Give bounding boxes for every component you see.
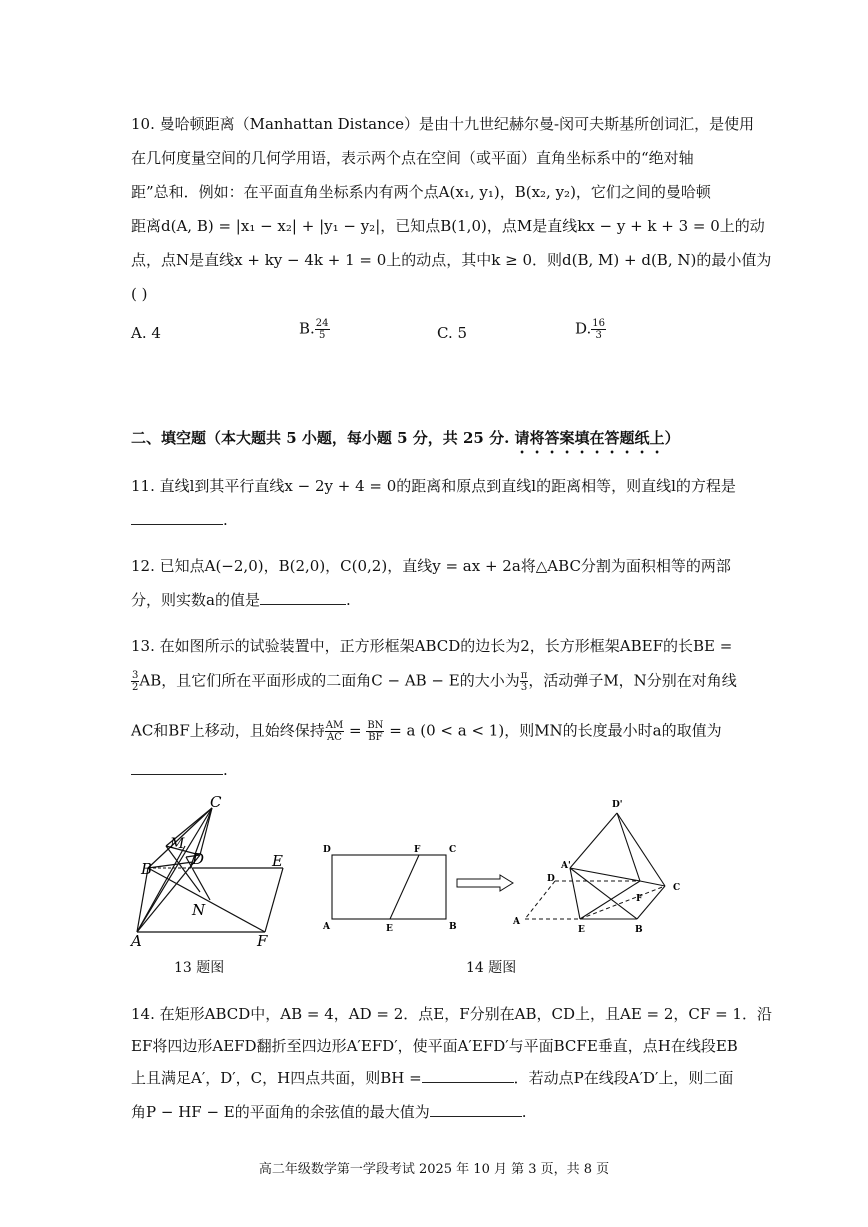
- fraction-denominator: 3: [520, 682, 528, 693]
- q13-line-2-text-a: AB，且它们所在平面形成的二面角C − AB − E的大小为: [139, 671, 520, 690]
- fig14-left-label-a: A: [323, 922, 330, 932]
- q13-answer-blank[interactable]: [131, 760, 223, 775]
- q13-fraction-am-ac: [325, 720, 344, 743]
- section-2-tail: ）: [664, 429, 680, 447]
- q14-line-3: [131, 1068, 733, 1088]
- figure-13-caption: 13 题图: [174, 960, 225, 976]
- fraction-denominator: 5: [318, 330, 326, 341]
- q13-equals: =: [344, 721, 367, 740]
- fig14-left-label-f: F: [414, 845, 421, 855]
- fig14-left-label-e: E: [386, 924, 393, 934]
- fraction-numerator: 24: [315, 318, 329, 329]
- q14-period: .: [521, 1103, 527, 1121]
- fig14-right-label-b: B: [635, 925, 643, 935]
- fig14-arrow-icon: [457, 875, 513, 891]
- figure-14-caption: 14 题图: [466, 960, 517, 976]
- q13-line-4: [131, 760, 228, 780]
- q13-line-2-text-b: ，活动弹子M，N分别在对角线: [528, 671, 737, 690]
- fig14-right-label-c: C: [673, 883, 681, 893]
- q10-option-d-label: D.: [575, 319, 592, 338]
- fraction-numerator: 3: [132, 670, 139, 681]
- q14-line-3-text-a: 上且满足A′，D′，C，H四点共面，则BH =: [131, 1069, 422, 1087]
- q14-line-4: [131, 1102, 527, 1122]
- q14-line-4-text: 角P − HF − E的平面角的余弦值的最大值为: [131, 1103, 430, 1121]
- q13-line-3-text-c: = a (0 < a < 1)，则MN的长度最小时a的取值为: [384, 721, 722, 740]
- q13-line-3-text-a: AC和BF上移动，且始终保持: [131, 721, 325, 740]
- q13-line-2: [131, 670, 737, 693]
- page-footer: 高二年级数学第一学段考试 2025 年 10 月 第 3 页，共 8 页: [258, 1162, 610, 1177]
- q13-period: .: [223, 761, 228, 779]
- q14-line-2: EF将四边形AEFD翻折至四边形A′EFD′，使平面A′EFD′与平面BCFE垂直，点H在线段EB: [131, 1037, 738, 1055]
- fig13-label-a: A: [131, 932, 142, 950]
- q10-line-1: 10. 曼哈顿距离（Manhattan Distance）是由十九世纪赫尔曼-闵可夫斯基所创词汇，是使用: [131, 115, 755, 133]
- fig14-right-label-a: A: [513, 917, 520, 927]
- fig14-left-label-c: C: [449, 845, 457, 855]
- fig13-label-c: C: [210, 793, 222, 811]
- q14-line-3-text-b: ．若动点P在线段A′D′上，则二面: [513, 1069, 734, 1087]
- q13-line-1: 13. 在如图所示的试验装置中，正方形框架ABCD的边长为2，长方形框架ABEF的长BE =: [131, 637, 733, 655]
- q10-option-c: C. 5: [437, 324, 468, 342]
- q14-cosine-answer-blank[interactable]: [430, 1102, 522, 1117]
- fig14-left-label-d: D: [323, 845, 331, 855]
- fig14-left-label-b: B: [449, 922, 457, 932]
- q10-option-b: [299, 318, 330, 341]
- q11-line-2: [131, 510, 228, 530]
- section-2-emphasis: 请将答案填在答题纸上: [514, 429, 665, 447]
- section-2-heading-text: 二、填空题（本大题共 5 小题，每小题 5 分，共 25 分.: [131, 429, 510, 447]
- fraction-denominator: 3: [595, 330, 602, 341]
- fig14-right-label-d-prime: D': [612, 800, 623, 810]
- q10-line-6: ( ): [131, 285, 148, 303]
- q10-option-d-fraction: [591, 318, 606, 341]
- fig13-label-m: M: [170, 836, 185, 852]
- fig13-label-b: B: [141, 860, 153, 878]
- q12-period: .: [345, 591, 351, 609]
- section-2-heading: [131, 428, 680, 457]
- q13-line-3: [131, 720, 722, 743]
- q10-line-5: 点，点N是直线x + ky − 4k + 1 = 0上的动点，其中k ≥ 0．则d(B, M) + d(B, N)的最小值为: [131, 251, 772, 269]
- fraction-denominator: 2: [132, 682, 139, 693]
- q12-line-2: [131, 590, 351, 610]
- figure-13: [128, 790, 293, 950]
- q14-bh-answer-blank[interactable]: [422, 1068, 514, 1083]
- q11-line-1: 11. 直线l到其平行直线x − 2y + 4 = 0的距离和原点到直线l的距离相等，则直线l的方程是: [131, 477, 736, 495]
- q13-fraction-bn-bf: [366, 720, 384, 743]
- q12-line-1: 12. 已知点A(−2,0)，B(2,0)，C(0,2)，直线y = ax + 2a将△ABC分割为面积相等的两部: [131, 557, 731, 575]
- fig13-label-d: D: [192, 850, 205, 868]
- fig14-right-label-e: E: [578, 925, 585, 935]
- q10-option-b-fraction: [315, 318, 330, 341]
- fig14-right-label-f: F: [636, 894, 643, 904]
- q10-option-b-label: B.: [299, 319, 315, 338]
- q10-line-3: 距”总和．例如：在平面直角坐标系内有两个点A(x₁, y₁)，B(x₂, y₂)，它们之间的曼哈顿: [131, 183, 711, 201]
- fig14-right-label-d: D: [547, 874, 555, 884]
- fig14-right-label-a-prime: A': [561, 861, 571, 871]
- fig13-label-e: E: [272, 852, 283, 870]
- fig13-label-n: N: [192, 901, 206, 919]
- q10-option-a: A. 4: [131, 324, 161, 342]
- figure-14: [315, 795, 700, 945]
- fig13-label-f: F: [257, 932, 268, 950]
- fraction-numerator: 16: [592, 318, 605, 329]
- fraction-numerator: BN: [367, 720, 384, 731]
- fraction-denominator: AC: [327, 732, 342, 743]
- fraction-denominator: BF: [368, 732, 383, 743]
- fraction-numerator: π: [520, 670, 528, 681]
- q12-answer-blank[interactable]: [260, 590, 346, 605]
- q14-line-1: 14. 在矩形ABCD中，AB = 4，AD = 2．点E，F分别在AB，CD上，且AE = 2，CF = 1．沿: [131, 1005, 772, 1023]
- q10-option-d: [575, 318, 606, 341]
- q11-period: .: [223, 511, 228, 529]
- q10-line-2: 在几何度量空间的几何学用语，表示两个点在空间（或平面）直角坐标系中的“绝对轴: [131, 149, 694, 167]
- q10-line-4: 距离d(A, B) = |x₁ − x₂| + |y₁ − y₂|，已知点B(1,0)，点M是直线kx − y + k + 3 = 0上的动: [131, 217, 765, 235]
- q11-answer-blank[interactable]: [131, 510, 223, 525]
- q12-line-2-text: 分，则实数a的值是: [131, 591, 260, 609]
- fraction-numerator: AM: [325, 720, 344, 731]
